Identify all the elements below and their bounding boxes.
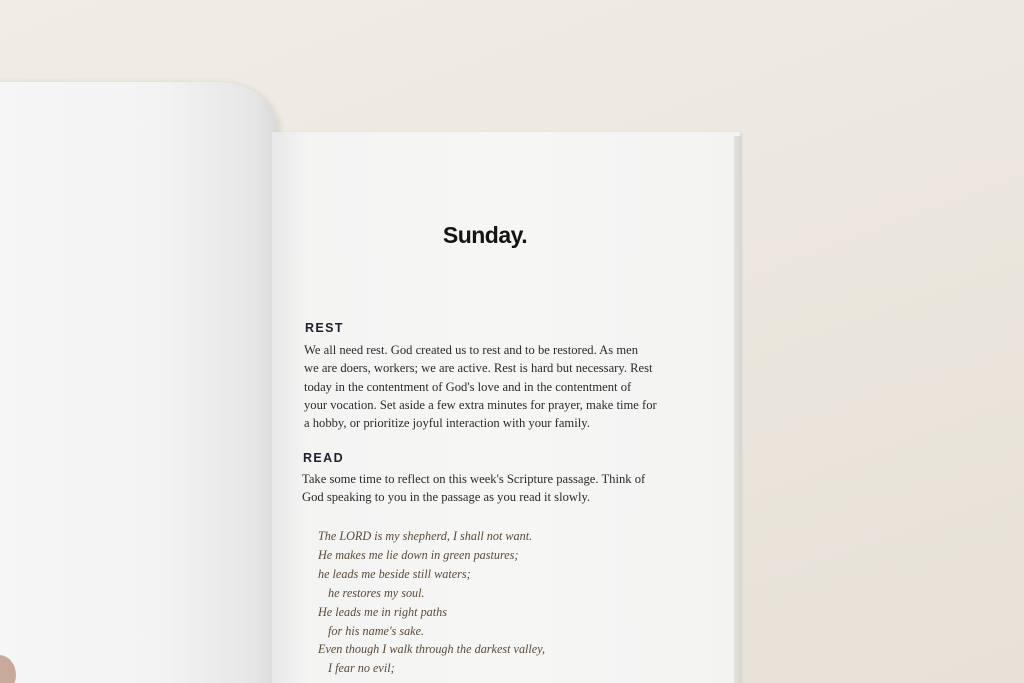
scripture-line: he restores my soul. xyxy=(328,585,425,600)
rest-paragraph xyxy=(304,341,676,432)
rest-heading: REST xyxy=(305,321,344,335)
scripture-line: for his name's sake. xyxy=(328,623,425,638)
read-line: God speaking to you in the passage as you read it slowly. xyxy=(302,490,591,505)
page-title: Sunday. xyxy=(442,222,528,248)
scripture-line: He makes me lie down in green pastures; xyxy=(318,547,519,562)
rest-line: We all need rest. God created us to rest and to be restored. As men xyxy=(304,343,639,357)
show-through-text xyxy=(185,332,200,401)
scripture-line: Even though I walk through the darkest valley, xyxy=(318,642,545,657)
scripture-passage xyxy=(318,527,545,678)
rest-line: your vocation. Set aside a few extra minutes for prayer, make time for xyxy=(304,397,657,412)
read-heading: READ xyxy=(303,451,345,465)
read-line: Take some time to reflect on this week's Scripture passage. Think of xyxy=(302,472,646,486)
left-page xyxy=(0,82,278,683)
scripture-line: he leads me beside still waters; xyxy=(318,566,471,581)
scripture-line: I fear no evil; xyxy=(328,661,395,676)
read-paragraph xyxy=(302,470,674,507)
scripture-line: The LORD is my shepherd, I shall not want. xyxy=(318,529,533,543)
scripture-line: He leads me in right paths xyxy=(318,604,447,619)
rest-line: a hobby, or prioritize joyful interaction with your family. xyxy=(304,416,590,431)
rest-line: we are doers, workers; we are active. Rest is hard but necessary. Rest xyxy=(304,361,653,376)
page-edge xyxy=(734,136,742,683)
rest-line: today in the contentment of God's love and in the contentment of xyxy=(304,379,632,394)
